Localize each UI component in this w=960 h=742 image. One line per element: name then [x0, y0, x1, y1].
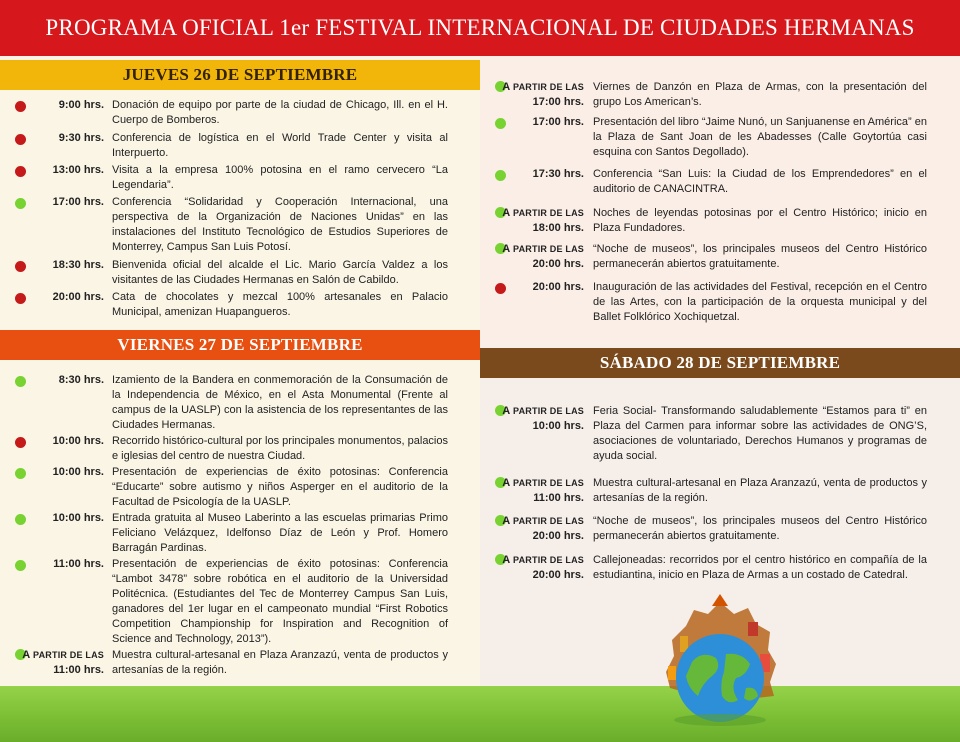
event-time-value: 20:00 hrs.: [532, 569, 584, 581]
event-time-prefix: A PARTIR DE LAS: [502, 405, 584, 417]
event-time: [494, 206, 584, 236]
event-time-prefix: A PARTIR DE LAS: [502, 243, 584, 255]
event-row: [0, 206, 960, 234]
day-header-viernes: [0, 330, 480, 360]
event-time: [494, 115, 584, 130]
event-time: [494, 404, 584, 434]
event-time-value: 17:30 hrs.: [532, 168, 584, 180]
event-time: [14, 258, 104, 273]
event-time-value: 11:00 hrs.: [53, 558, 104, 570]
event-time: [494, 280, 584, 295]
event-row: [0, 648, 960, 676]
event-description: Callejoneadas: recorridos por el centro histórico en compañía de la estudiantina, inicio en Plaza de Armas a un costado de Catedral.: [593, 554, 927, 581]
event-description: Muestra cultural-artesanal en Plaza Aranzazú, venta de productos y artesanías de la región.: [112, 649, 448, 676]
event-description: Entrada gratuita al Museo Laberinto a las escuelas primarias Primo Feliciano Velázquez, Idelfonso Díaz de León y Prof. Homero Barragán Pardinas.: [112, 512, 448, 554]
page-title: PROGRAMA OFICIAL 1er FESTIVAL INTERNACIONAL DE CIUDADES HERMANAS: [45, 15, 915, 40]
event-description: Bienvenida oficial del alcalde el Lic. Mario García Valdez a los visitantes de las Ciudades Hermanas en Salón de Cabildo.: [112, 259, 448, 286]
event-time: [14, 98, 104, 113]
event-time: [14, 131, 104, 146]
event-time: [494, 167, 584, 182]
event-time: [494, 476, 584, 506]
event-time-value: 10:00 hrs.: [52, 466, 104, 478]
event-description: Noches de leyendas potosinas por el Centro Histórico; inicio en Plaza Fundadores.: [593, 207, 927, 234]
event-description: Izamiento de la Bandera en conmemoración de la Consumación de la Independencia de México, en el Asta Monumental (Frente al campus de la UASLP) con la asistencia de los representantes de las Ciudades Hermanas.: [112, 374, 448, 431]
event-description: Viernes de Danzón en Plaza de Armas, con la presentación del grupo Los American’s.: [593, 81, 927, 108]
event-time-value: 20:00 hrs.: [532, 281, 584, 293]
day-title-jueves: JUEVES 26 DE SEPTIEMBRE: [122, 65, 358, 84]
event-time: [494, 553, 584, 583]
event-time: [494, 242, 584, 272]
event-description: Inauguración de las actividades del Festival, recepción en el Centro de las Artes, con la participación de la orquesta municipal y del Ballet Folklórico Xochiquetzal.: [593, 281, 927, 323]
event-description: Presentación del libro “Jaime Nunó, un Sanjuanense en América” en la Plaza de Sant Joan de les Abadesses (Calle Goytortúa casi esquina con Santos Degollado).: [593, 116, 927, 158]
day-title-sabado: SÁBADO 28 DE SEPTIEMBRE: [599, 353, 841, 372]
event-time-prefix: A PARTIR DE LAS: [502, 207, 584, 219]
event-time: [14, 465, 104, 480]
event-description: “Noche de museos”, los principales museos del Centro Histórico permanecerán abiertos gratuitamente.: [593, 515, 927, 542]
globe-with-landmarks-icon: [650, 592, 790, 732]
event-description: Recorrido histórico-cultural por los principales monumentos, palacios e iglesias del centro de nuestra Ciudad.: [112, 435, 448, 462]
event-time: [494, 80, 584, 110]
event-description: Feria Social- Transformando saludablemente “Estamos para ti” en Plaza del Carmen para informar sobre las actividades de ONG’S, asociaciones de voluntariado, Derechos Humanos y programas de ayuda social.: [593, 405, 927, 462]
event-time-value: 17:00 hrs.: [52, 196, 104, 208]
event-description: Presentación de experiencias de éxito potosinas: Conferencia “Lambot 3478” sobre robótica en el auditorio de la Universidad Politécnica. (Estudiantes del Tec de Monterrey Campus San Luis, ganadores del 1er lugar en el campeonato mundial “First Robotics Competition Championship for Inspiration and Recognition of Science and Technology, 2013”).: [112, 558, 448, 645]
event-time-prefix: A PARTIR DE LAS: [502, 554, 584, 566]
event-time: [14, 557, 104, 572]
event-time: [14, 163, 104, 178]
event-description: Cata de chocolates y mezcal 100% artesanales en Palacio Municipal, amenizan Huapangueros.: [112, 291, 448, 318]
event-time-value: 18:30 hrs.: [52, 259, 104, 271]
event-time-value: 17:00 hrs.: [532, 96, 584, 108]
event-time-prefix: A PARTIR DE LAS: [502, 477, 584, 489]
event-time-value: 20:00 hrs.: [532, 258, 584, 270]
event-time: [14, 373, 104, 388]
event-time-value: 17:00 hrs.: [532, 116, 584, 128]
event-time-value: 13:00 hrs.: [52, 164, 104, 176]
event-time: [14, 290, 104, 305]
event-description: “Noche de museos”, los principales museos del Centro Histórico permanecerán abiertos gratuitamente.: [593, 243, 927, 270]
event-time: [14, 195, 104, 210]
event-time-value: 11:00 hrs.: [53, 664, 104, 676]
event-description: Visita a la empresa 100% potosina en el ramo cervecero “La Legendaria”.: [112, 164, 448, 191]
day-title-viernes: VIERNES 27 DE SEPTIEMBRE: [117, 335, 363, 354]
event-time: [494, 514, 584, 544]
event-description: Presentación de experiencias de éxito potosinas: Conferencia “Educarte” sobre autismo y niños Asperger en el auditorio de la Facultad de Psicología de la UASLP.: [112, 466, 448, 508]
event-description: Donación de equipo por parte de la ciudad de Chicago, Ill. en el H. Cuerpo de Bomberos.: [112, 99, 448, 126]
event-time-value: 20:00 hrs.: [532, 530, 584, 542]
event-time-value: 9:00 hrs.: [58, 99, 104, 111]
event-time-value: 8:30 hrs.: [58, 374, 104, 386]
event-time-prefix: A PARTIR DE LAS: [502, 515, 584, 527]
event-description: Conferencia de logística en el World Trade Center y visita al Interpuerto.: [112, 132, 448, 159]
event-time-value: 10:00 hrs.: [52, 512, 104, 524]
event-time-value: 10:00 hrs.: [52, 435, 104, 447]
event-time-value: 11:00 hrs.: [533, 492, 584, 504]
event-time: [14, 434, 104, 449]
day-header-jueves: [0, 60, 480, 90]
event-time-prefix: A PARTIR DE LAS: [502, 81, 584, 93]
event-time-value: 9:30 hrs.: [58, 132, 104, 144]
event-description: Conferencia “San Luis: la Ciudad de los Emprendedores” en el auditorio de CANACINTRA.: [593, 168, 927, 195]
event-description: Conferencia “Solidaridad y Cooperación Internacional, una perspectiva de la Organización de Naciones Unidas” en las instalaciones del Instituto Tecnológico de Estudios Superiores de Monterrey, Campus San Luis Potosí.: [112, 196, 448, 253]
event-time-value: 20:00 hrs.: [52, 291, 104, 303]
header-banner: [0, 0, 960, 56]
event-time-prefix: A PARTIR DE LAS: [22, 649, 104, 661]
event-time: [14, 648, 104, 678]
grass-strip: [0, 686, 960, 742]
event-time-value: 10:00 hrs.: [532, 420, 584, 432]
event-time-value: 18:00 hrs.: [532, 222, 584, 234]
event-description: Muestra cultural-artesanal en Plaza Aranzazú, venta de productos y artesanías de la región.: [593, 477, 927, 504]
